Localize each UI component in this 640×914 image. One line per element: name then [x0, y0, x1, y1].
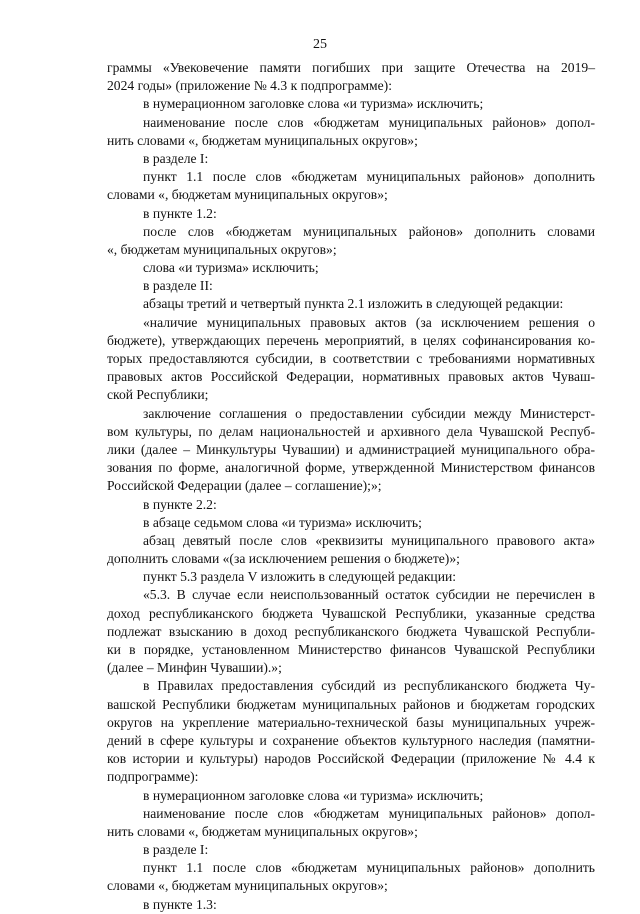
- text-line: абзац девятый после слов «реквизиты муниципального правового акта»: [143, 532, 595, 548]
- text-line: подлежат взысканию в доход республиканского бюджета Чувашской Республи-: [107, 623, 595, 639]
- text-line: 2024 годы» (приложение № 4.3 к подпрограмме):: [107, 78, 392, 94]
- text-line: наименование после слов «бюджетам муниципальных районов» допол-: [143, 805, 595, 821]
- text-line: в пункте 2.2:: [143, 496, 217, 512]
- text-line: в нумерационном заголовке слова «и туризма» исключить;: [143, 96, 484, 112]
- text-line: бюджете), утверждающих перечень мероприятий, в целях софинансирования ко-: [107, 332, 595, 348]
- text-line: нить словами «, бюджетам муниципальных округов»;: [107, 132, 418, 148]
- text-line: «5.3. В случае если неиспользованный остаток субсидии не перечислен в: [143, 587, 595, 603]
- text-line: ки в порядке, установленном Министерство финансов Чувашской Республики: [107, 642, 595, 657]
- page-number: 25: [313, 37, 327, 52]
- document-body: [107, 59, 595, 914]
- text-line: ской Республики;: [107, 387, 209, 403]
- text-line: граммы «Увековечение памяти погибших при защите Отечества на 2019–: [107, 60, 595, 75]
- text-line: в разделе II:: [143, 278, 213, 294]
- text-line: «наличие муниципальных правовых актов (за исключением решения о: [143, 314, 595, 330]
- text-line: дений в сфере культуры и сохранение объектов культурного наследия (памятни-: [107, 732, 595, 748]
- text-line: правовых актов Российской Федерации, нормативных правовых актов Чуваш-: [107, 369, 595, 385]
- text-line: торых предоставляются субсидии, в соответствии с требованиями нормативных: [107, 351, 595, 366]
- text-line: ков истории и культуры) народов Российской Федерации (приложение № 4.4 к: [107, 751, 595, 767]
- text-line: зования по форме, аналогичной форме, утвержденной Министерством финансов: [107, 460, 595, 476]
- text-line: вашской Республики бюджетам муниципальных районов и бюджетам городских: [107, 696, 595, 712]
- text-line: в разделе I:: [143, 842, 209, 858]
- text-line: в нумерационном заголовке слова «и туризма» исключить;: [143, 787, 484, 803]
- text-line: вом культуры, по делам национальностей и архивного дела Чувашской Респуб-: [107, 423, 595, 439]
- text-line: округов на укрепление материально-технической базы муниципальных учреж-: [107, 714, 595, 730]
- text-line: «, бюджетам муниципальных округов»;: [107, 241, 337, 257]
- text-line: в абзаце седьмом слова «и туризма» исключить;: [143, 514, 422, 530]
- text-line: доход республиканского бюджета Чувашской Республики, указанные средства: [107, 605, 595, 621]
- text-line: подпрограмме):: [107, 769, 199, 785]
- text-line: нить словами «, бюджетам муниципальных округов»;: [107, 823, 418, 839]
- text-line: в пункте 1.2:: [143, 205, 217, 221]
- text-line: словами «, бюджетам муниципальных округов»;: [107, 878, 388, 894]
- text-line: в Правилах предоставления субсидий из республиканского бюджета Чу-: [143, 678, 595, 694]
- text-line: дополнить словами «(за исключением решения о бюджете)»;: [107, 551, 460, 567]
- text-line: пункт 1.1 после слов «бюджетам муниципальных районов» дополнить: [143, 860, 595, 876]
- text-line: пункт 1.1 после слов «бюджетам муниципальных районов» дополнить: [143, 169, 595, 185]
- text-line: Российской Федерации (далее – соглашение);»;: [107, 478, 382, 494]
- text-line: заключение соглашения о предоставлении субсидии между Министерст-: [143, 405, 595, 421]
- text-line: словами «, бюджетам муниципальных округов»;: [107, 187, 388, 203]
- text-line: в разделе I:: [143, 150, 209, 166]
- text-line: в пункте 1.3:: [143, 896, 217, 912]
- text-line: после слов «бюджетам муниципальных районов» дополнить словами: [143, 223, 595, 239]
- text-line: абзацы третий и четвертый пункта 2.1 изложить в следующей редакции:: [143, 296, 564, 312]
- text-line: слова «и туризма» исключить;: [143, 260, 319, 276]
- text-line: наименование после слов «бюджетам муниципальных районов» допол-: [143, 114, 595, 130]
- text-line: (далее – Минфин Чувашии).»;: [107, 660, 282, 676]
- text-line: пункт 5.3 раздела V изложить в следующей редакции:: [143, 569, 457, 585]
- text-line: лики (далее – Минкультуры Чувашии) и администрацией муниципального обра-: [107, 441, 595, 457]
